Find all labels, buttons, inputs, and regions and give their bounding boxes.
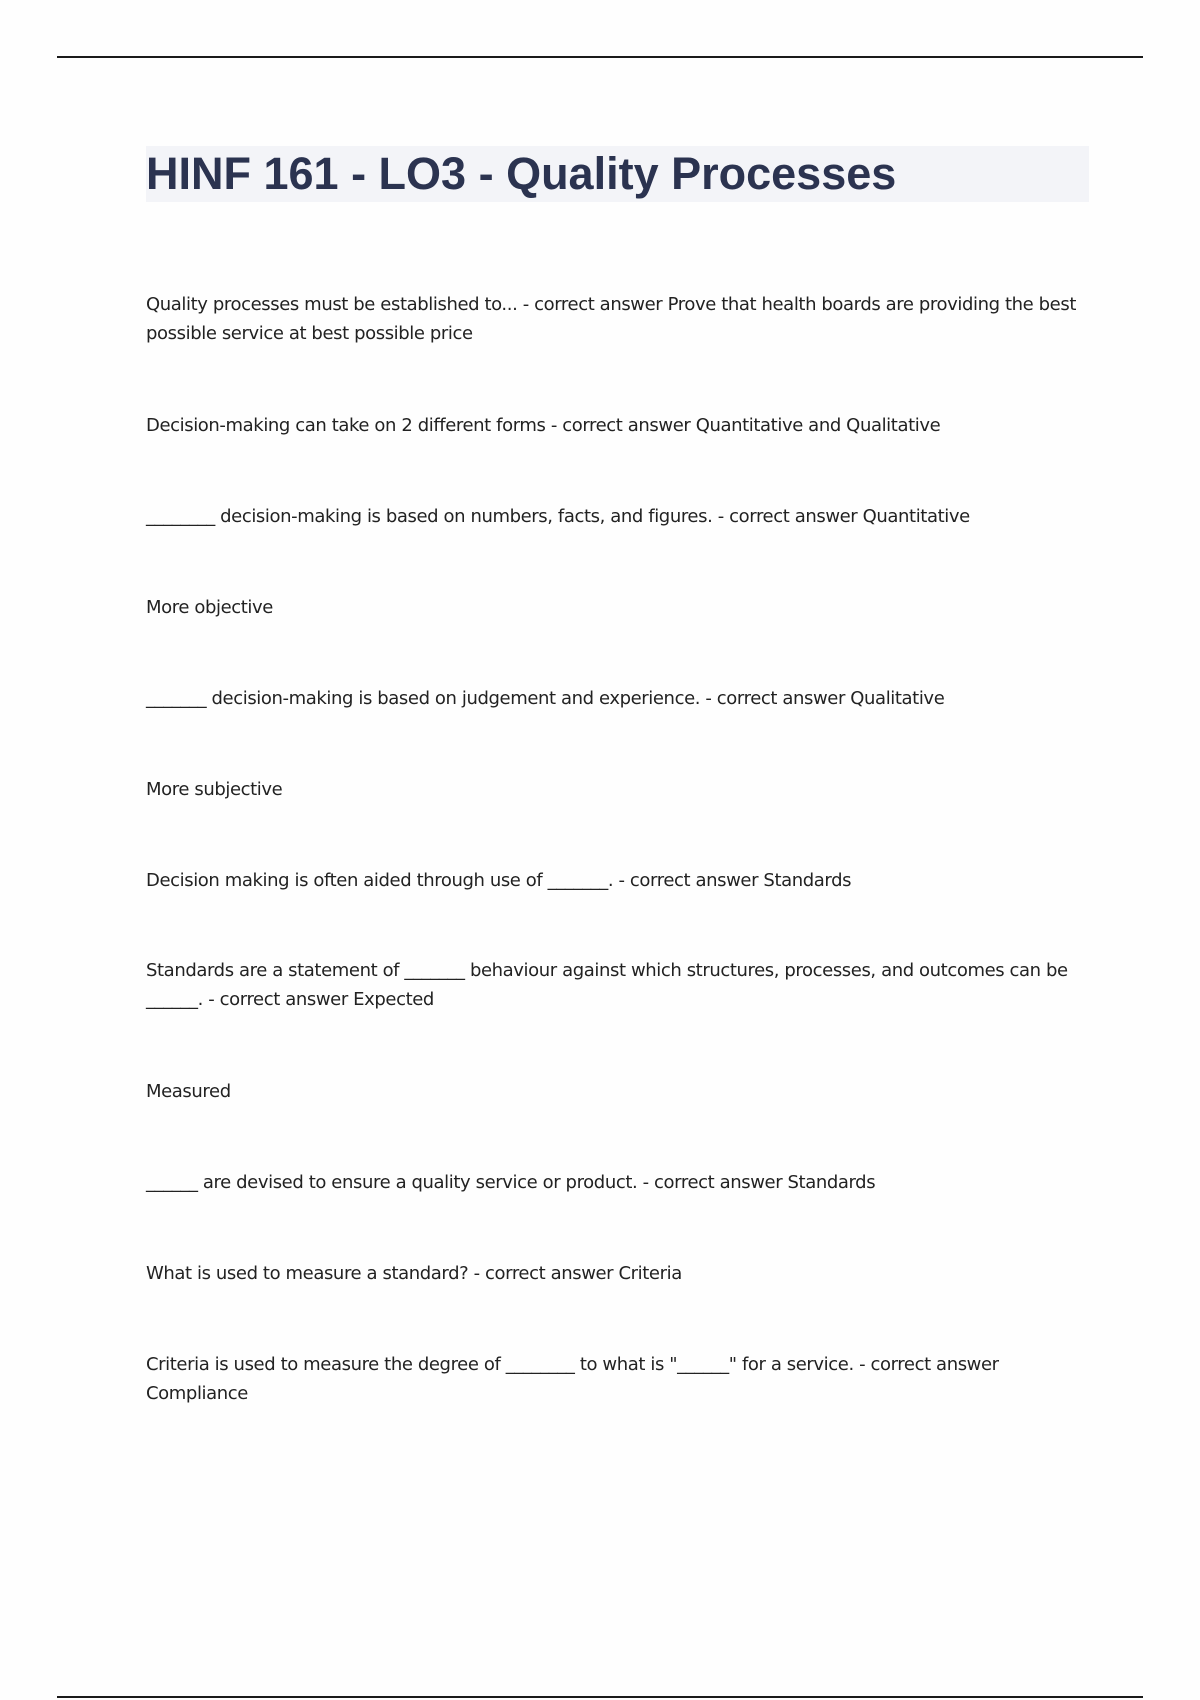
qa-item: Standards are a statement of _______ behaviour against which structures, processes, and outcomes can be ______. - correct answer Expected <box>146 960 1068 1010</box>
qa-item: _______ decision-making is based on judgement and experience. - correct answer Qualitative <box>146 688 945 709</box>
qa-item: Quality processes must be established to... - correct answer Prove that health boards are providing the best possible service at best possible price <box>146 294 1076 344</box>
qa-item: Decision making is often aided through use of _______. - correct answer Standards <box>146 870 852 891</box>
bottom-rule <box>57 1696 1143 1698</box>
qa-item: Decision-making can take on 2 different forms - correct answer Quantitative and Qualitative <box>146 415 941 436</box>
page-title: HINF 161 - LO3 - Quality Processes <box>146 148 897 199</box>
qa-item: More objective <box>146 597 273 618</box>
qa-item: What is used to measure a standard? - correct answer Criteria <box>146 1263 682 1284</box>
qa-item: ________ decision-making is based on numbers, facts, and figures. - correct answer Quantitative <box>146 506 970 527</box>
qa-item: More subjective <box>146 779 283 800</box>
qa-item: Criteria is used to measure the degree of ________ to what is "______" for a service. - correct answer Compliance <box>146 1354 999 1404</box>
qa-item: Measured <box>146 1081 231 1102</box>
top-rule <box>57 56 1143 58</box>
qa-item: ______ are devised to ensure a quality service or product. - correct answer Standards <box>146 1172 876 1193</box>
